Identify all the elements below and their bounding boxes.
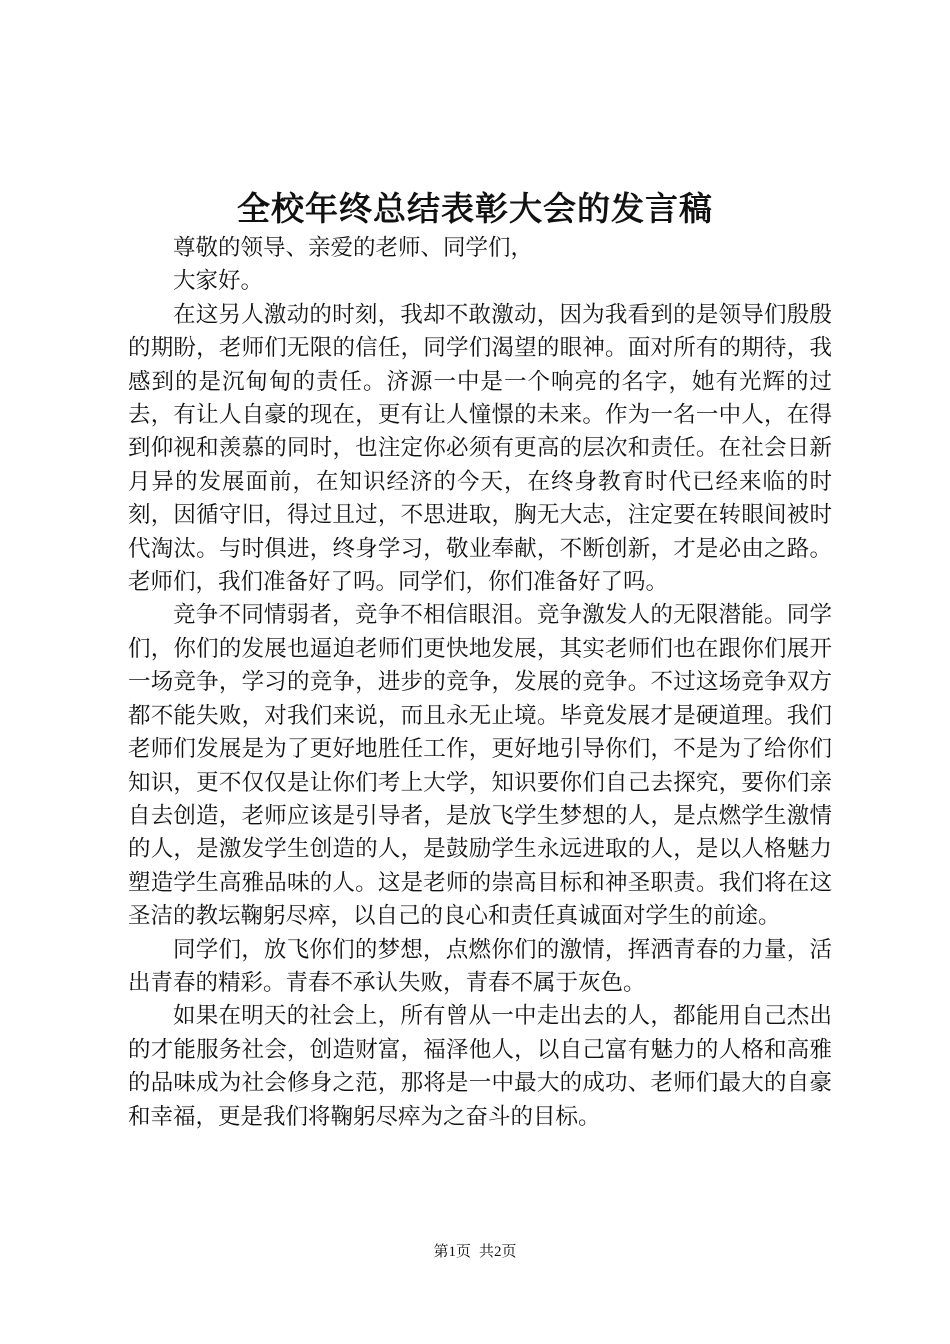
body-paragraph: 竞争不同情弱者，竞争不相信眼泪。竞争激发人的无限潜能。同学们，你们的发展也逼迫老师们更快地发展，其实老师们也在跟你们展开一场竞争，学习的竞争，进步的竞争，发展的竞争。不过这场竞争双方都不能失败，对我们来说，而且永无止境。毕竟发展才是硬道理。我们老师们发展是为了更好地胜任工作，更好地引导你们，不是为了给你们知识，更不仅仅是让你们考上大学，知识要你们自己去探究，要你们亲自去创造，老师应该是引导者，是放飞学生梦想的人，是点燃学生激情的人，是激发学生创造的人，是鼓励学生永远进取的人，是以人格魅力塑造学生高雅品味的人。这是老师的崇高目标和神圣职责。我们将在这圣洁的教坛鞠躬尽瘁，以自己的良心和责任真诚面对学生的前途。 xyxy=(128,602,832,930)
body-paragraph: 同学们，放飞你们的梦想，点燃你们的激情，挥洒青春的力量，活出青春的精彩。青春不承认失败，青春不属于灰色。 xyxy=(128,936,832,996)
salutation-paragraph: 尊敬的领导、亲爱的老师、同学们， xyxy=(173,235,534,261)
document-body xyxy=(128,232,832,1134)
page-number-total: 共2页 xyxy=(479,1244,517,1260)
body-paragraph: 在这另人激动的时刻，我却不敢激动，因为我看到的是领导们殷殷的期盼，老师们无限的信任，同学们渴望的眼神。面对所有的期待，我感到的是沉甸甸的责任。济源一中是一个响亮的名字，她有光辉的过去，有让人自豪的现在，更有让人憧憬的未来。作为一名一中人，在得到仰视和羡慕的同时，也注定你必须有更高的层次和责任。在社会日新月异的发展面前，在知识经济的今天，在终身教育时代已经来临的时刻，因循守旧，得过且过，不思进取，胸无大志，注定要在转眼间被时代淘汰。与时俱进，终身学习，敬业奉献，不断创新，才是必由之路。老师们，我们准备好了吗。同学们，你们准备好了吗。 xyxy=(128,301,832,596)
page-footer xyxy=(0,1240,950,1264)
page-number-current: 第1页 xyxy=(433,1244,471,1260)
document-title: 全校年终总结表彰大会的发言稿 xyxy=(237,189,713,228)
body-paragraph: 如果在明天的社会上，所有曾从一中走出去的人，都能用自己杰出的才能服务社会，创造财富，福泽他人，以自己富有魅力的人格和高雅的品味成为社会修身之范，那将是一中最大的成功、老师们最大的自豪和幸福，更是我们将鞠躬尽瘁为之奋斗的目标。 xyxy=(128,1003,832,1130)
greeting-paragraph: 大家好。 xyxy=(173,268,264,295)
